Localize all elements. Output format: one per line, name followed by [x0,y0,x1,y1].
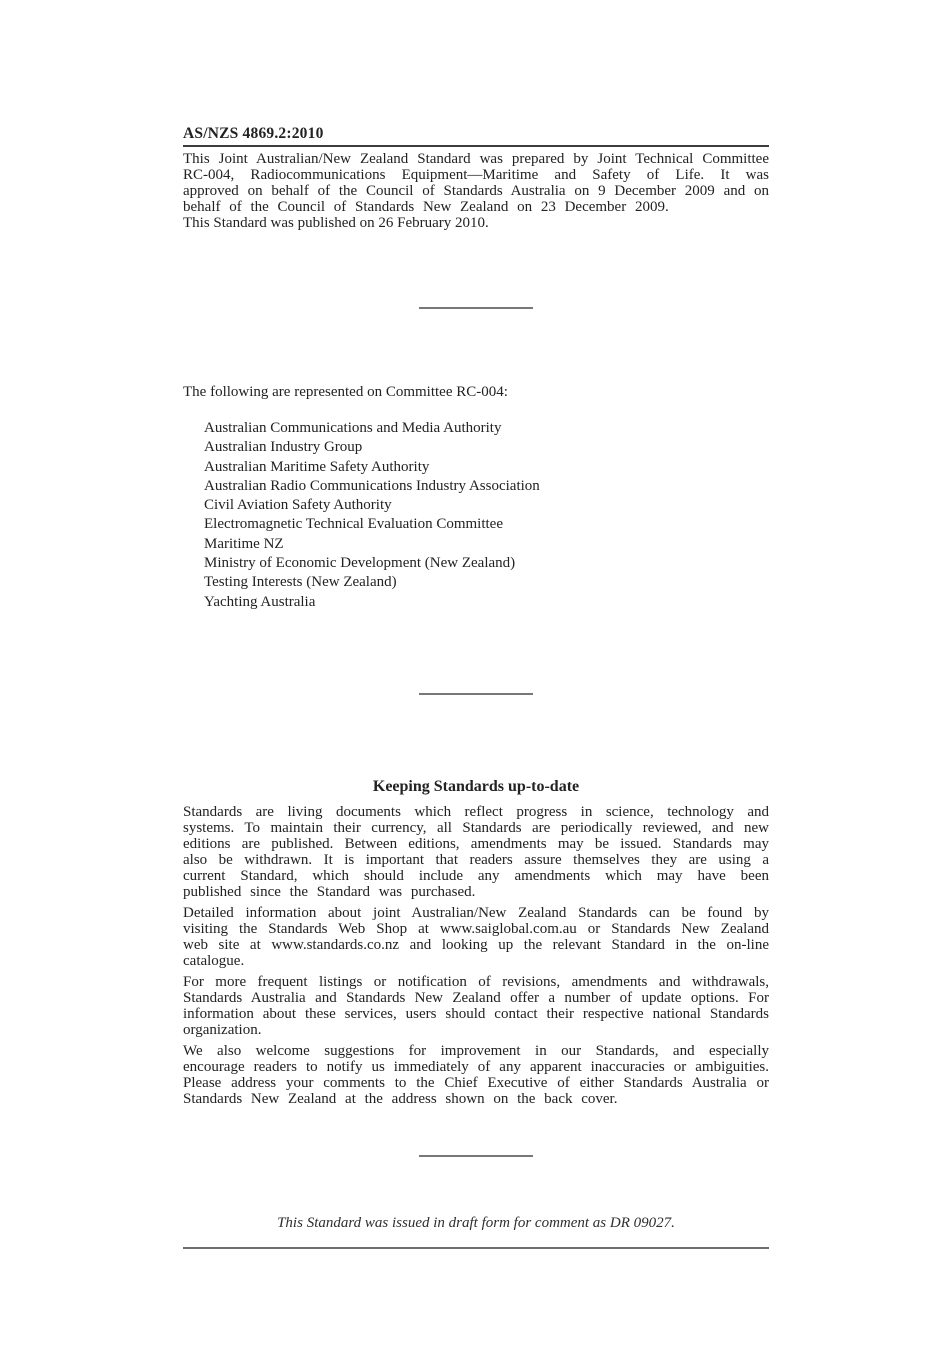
keeping-paragraph: Detailed information about joint Australian/New Zealand Standards can be found by visiting the Standards Web Shop at www.saiglobal.com.au or Standards New Zealand web site at www.standards.co.nz and looking up the relevant Standard in the on-line catalogue. [183,905,769,969]
section-divider [419,307,533,309]
committee-member: Electromagnetic Technical Evaluation Committee [204,516,503,533]
committee-member: Australian Communications and Media Authority [204,420,502,436]
page-bottom-rule [183,1247,769,1249]
preparation-paragraph: This Joint Australian/New Zealand Standard was prepared by Joint Technical Committee RC-004, Radiocommunications Equipment—Maritime and Safety of Life. It was approved on behalf of the Council of Standards Australia on 9 December 2009 and on behalf of the Council of Standards New Zealand on 23 December 2009. [183,151,769,215]
committee-member: Australian Radio Communications Industry Association [204,477,540,494]
section-divider [419,693,533,695]
keeping-standards-title: Keeping Standards up-to-date [372,778,580,795]
keeping-paragraph: For more frequent listings or notification of revisions, amendments and withdrawals, Standards Australia and Standards New Zealand offer a number of update options. For information about these services, users should contact their respective national Standards organization. [183,974,769,1038]
section-divider [419,1155,533,1157]
document-header [183,125,769,231]
committee-member: Australian Industry Group [204,439,363,456]
keeping-paragraph: Standards are living documents which reflect progress in science, technology and systems. To maintain their currency, all Standards are periodically reviewed, and new editions are published. Between editions, amendments may be issued. Standards may also be withdrawn. It is important that readers assure themselves they are using a current Standard, which should include any amendments which may have been published since the Standard was purchased. [183,804,769,900]
publication-paragraph: This Standard was published on 26 February 2010. [183,215,489,231]
standard-number-heading: AS/NZS 4869.2:2010 [183,125,769,147]
draft-issue-note: This Standard was issued in draft form for comment as DR 09027. [277,1215,675,1231]
keeping-standards-section [183,778,769,1112]
committee-member: Testing Interests (New Zealand) [204,574,397,591]
committee-member: Australian Maritime Safety Authority [204,458,430,475]
keeping-paragraph: We also welcome suggestions for improvement in our Standards, and especially encourage readers to notify us immediately of any apparent inaccuracies or ambiguities. Please address your comments to the Chief Executive of either Standards Australia or Standards New Zealand at the address shown on the back cover. [183,1043,769,1107]
committee-member: Maritime NZ [204,535,284,552]
committee-heading: The following are represented on Committee RC-004: [183,384,508,400]
committee-member: Ministry of Economic Development (New Zealand) [204,555,516,572]
committee-list [183,419,769,612]
committee-member: Yachting Australia [204,593,316,610]
committee-section [183,384,769,612]
committee-member: Civil Aviation Safety Authority [204,497,392,514]
